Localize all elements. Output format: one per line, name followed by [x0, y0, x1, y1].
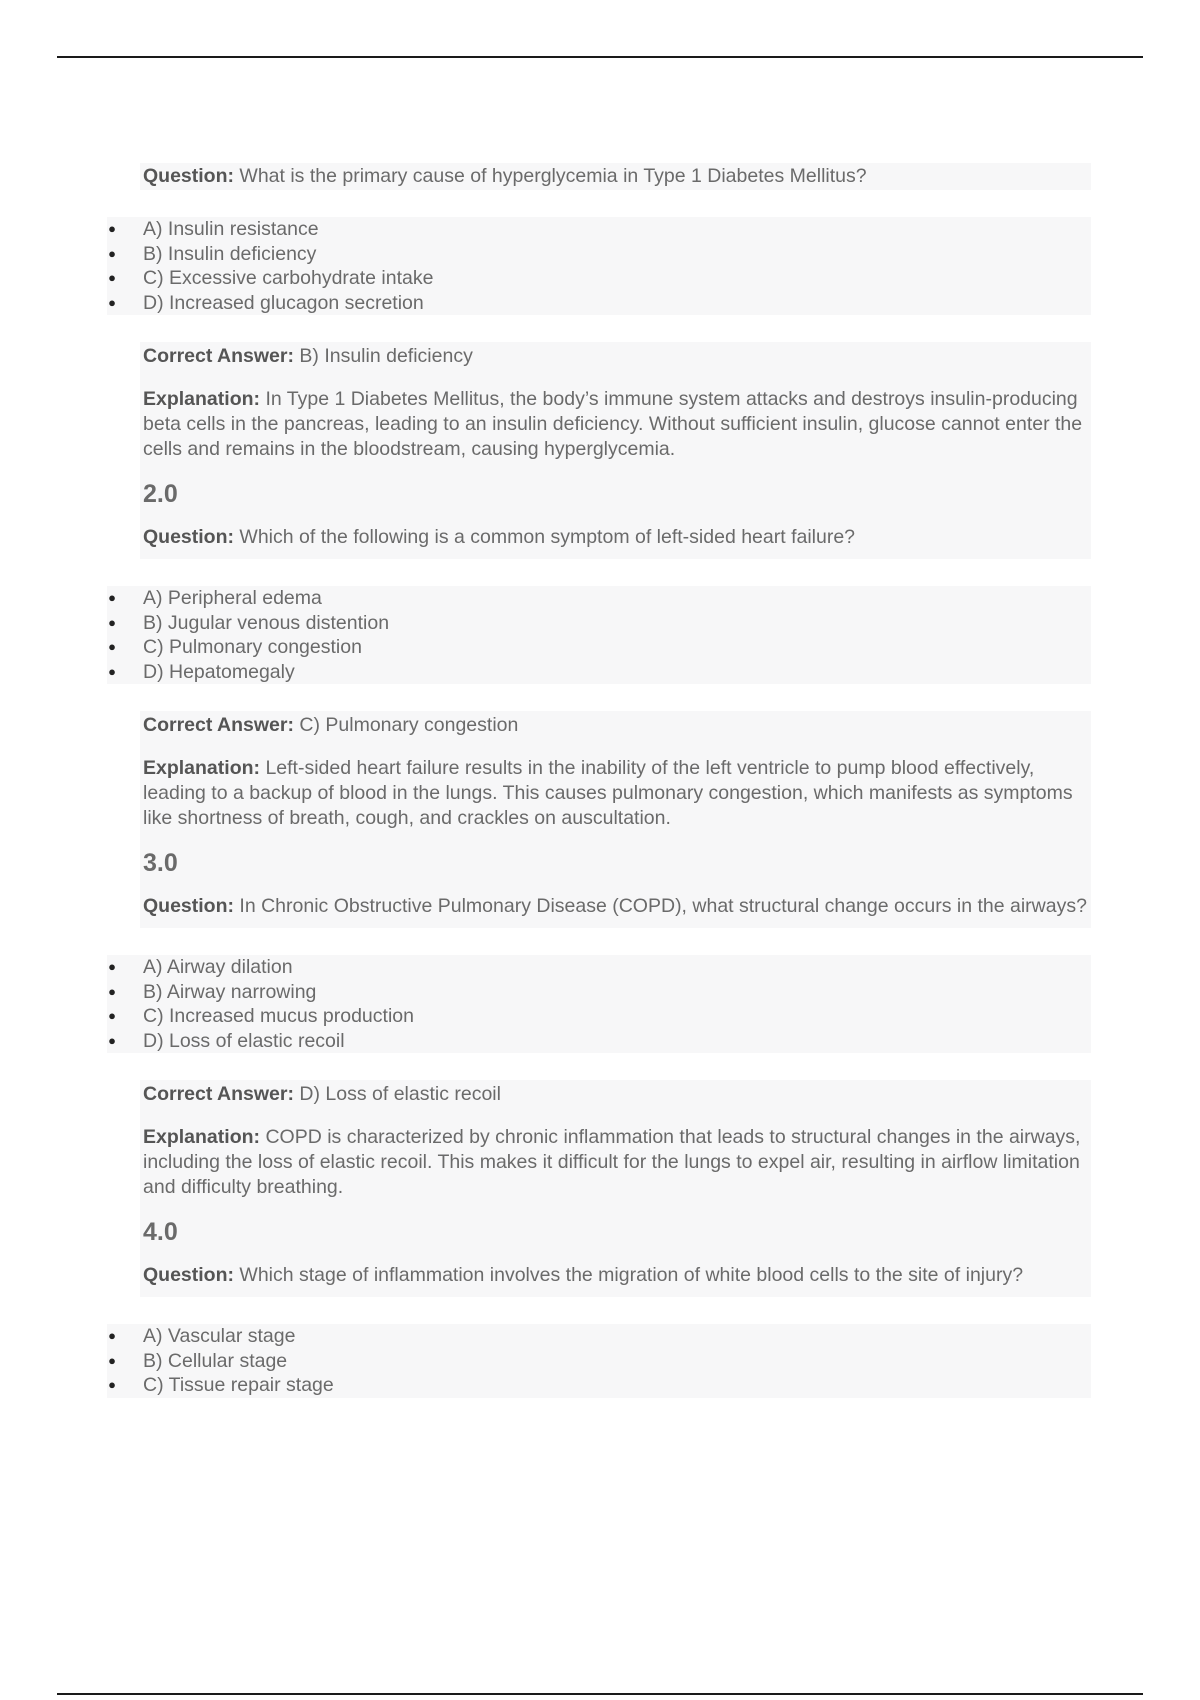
question-1: [143, 163, 1091, 190]
option-item: ● C) Increased mucus production: [108, 1005, 414, 1027]
question-4: [143, 1262, 1091, 1289]
answer-block-2: [140, 711, 1091, 928]
bullet-icon: ●: [108, 1328, 116, 1343]
bullet-icon: ●: [108, 590, 116, 605]
explanation-3: [143, 1125, 1091, 1200]
answer-block-3: [140, 1080, 1091, 1297]
bullet-icon: ●: [108, 1008, 116, 1023]
option-item: ● C) Excessive carbohydrate intake: [108, 267, 434, 289]
bullet-icon: ●: [108, 1032, 116, 1048]
correct-answer-text: C) Pulmonary congestion: [299, 714, 519, 736]
option-item: ● B) Airway narrowing: [108, 980, 317, 1003]
question-block-1: [140, 163, 1091, 190]
option-item: ● A) Vascular stage: [108, 1325, 296, 1347]
option-item: ● B) Jugular venous distention: [108, 611, 390, 634]
question-text: Which stage of inflammation involves the migration of white blood cells to the site of injury?: [239, 1264, 1024, 1286]
question-text: Which of the following is a common symptom of left-sided heart failure?: [239, 526, 856, 548]
bullet-icon: ●: [108, 614, 116, 630]
option-item: ● A) Insulin resistance: [108, 218, 319, 240]
bullet-icon: ●: [108, 959, 116, 974]
options-list-1: [107, 217, 1091, 315]
question-label: Question:: [143, 895, 234, 917]
correct-answer-label: Correct Answer:: [143, 714, 294, 736]
explanation-2: [143, 756, 1091, 831]
top-rule: [57, 56, 1143, 58]
question-number-3: 3.0: [143, 849, 178, 877]
question-label: Question:: [143, 165, 234, 187]
option-item: ● A) Peripheral edema: [108, 587, 322, 609]
bullet-icon: ●: [108, 663, 116, 679]
bottom-rule: [57, 1693, 1143, 1695]
explanation-1: [143, 387, 1091, 462]
correct-answer-2: [143, 713, 1091, 738]
option-item: ● B) Insulin deficiency: [108, 242, 317, 265]
bullet-icon: ●: [108, 270, 116, 285]
bullet-icon: ●: [108, 294, 116, 310]
bullet-icon: ●: [108, 983, 116, 999]
answer-block-1: [140, 342, 1091, 559]
question-2: [143, 524, 1091, 551]
explanation-text: COPD is characterized by chronic inflammation that leads to structural changes in the airways, including the loss of elastic recoil. This makes it difficult for the lungs to expel air, resulting in airflow limitation and difficulty breathing.: [143, 1126, 1081, 1198]
bullet-icon: ●: [108, 639, 116, 654]
correct-answer-text: B) Insulin deficiency: [299, 345, 473, 367]
bullet-icon: ●: [108, 221, 116, 236]
bullet-icon: ●: [108, 1352, 116, 1368]
explanation-label: Explanation:: [143, 388, 261, 410]
correct-answer-label: Correct Answer:: [143, 345, 294, 367]
question-text: What is the primary cause of hyperglycemia in Type 1 Diabetes Mellitus?: [239, 165, 867, 187]
option-item: ● D) Hepatomegaly: [108, 660, 295, 683]
option-item: ● D) Loss of elastic recoil: [108, 1029, 345, 1052]
option-item: ● C) Tissue repair stage: [108, 1374, 334, 1396]
quiz-content: [108, 163, 1091, 1398]
option-item: ● D) Increased glucagon secretion: [108, 291, 424, 314]
bullet-icon: ●: [108, 1377, 116, 1392]
question-label: Question:: [143, 1264, 234, 1286]
correct-answer-1: [143, 344, 1091, 369]
option-item: ● B) Cellular stage: [108, 1349, 288, 1372]
options-list-3: [107, 955, 1091, 1053]
explanation-text: Left-sided heart failure results in the inability of the left ventricle to pump blood effectively, leading to a backup of blood in the lungs. This causes pulmonary congestion, which manifests as symptoms like shortness of breath, cough, and crackles on auscultation.: [143, 757, 1073, 829]
question-3: [143, 893, 1091, 920]
option-item: ● A) Airway dilation: [108, 956, 293, 978]
question-number-4: 4.0: [143, 1218, 178, 1246]
bullet-icon: ●: [108, 245, 116, 261]
options-list-4: [107, 1324, 1091, 1398]
option-item: ● C) Pulmonary congestion: [108, 636, 362, 658]
question-label: Question:: [143, 526, 234, 548]
explanation-text: In Type 1 Diabetes Mellitus, the body’s immune system attacks and destroys insulin-producing beta cells in the pancreas, leading to an insulin deficiency. Without sufficient insulin, glucose cannot enter the cells and remains in the bloodstream, causing hyperglycemia.: [143, 388, 1083, 460]
correct-answer-text: D) Loss of elastic recoil: [299, 1083, 501, 1105]
explanation-label: Explanation:: [143, 757, 261, 779]
question-text: In Chronic Obstructive Pulmonary Disease (COPD), what structural change occurs in the airways?: [239, 895, 1087, 917]
question-number-2: 2.0: [143, 480, 178, 508]
correct-answer-label: Correct Answer:: [143, 1083, 294, 1105]
options-list-2: [107, 586, 1091, 684]
explanation-label: Explanation:: [143, 1126, 261, 1148]
correct-answer-3: [143, 1082, 1091, 1107]
